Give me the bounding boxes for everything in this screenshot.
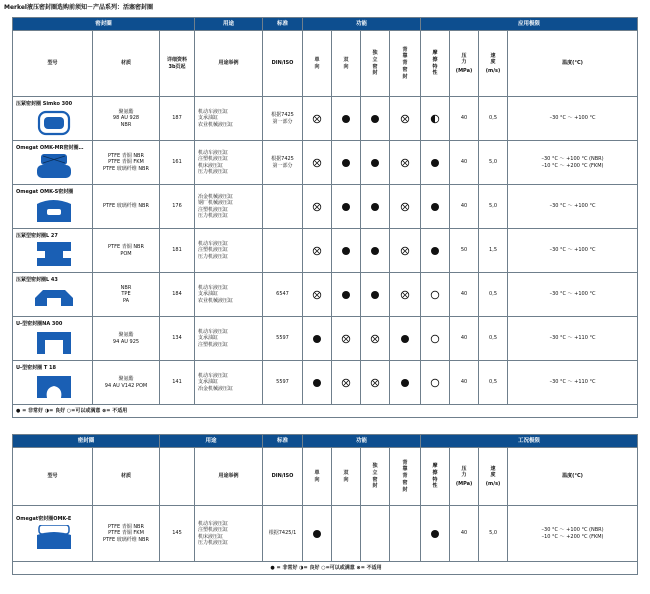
col-single: 单向	[314, 56, 320, 70]
independent-rating	[361, 97, 390, 141]
omegat-seal-table	[12, 434, 638, 575]
material-cell: PTFE 青铜 NBR PTFE 青铜 FKM PTFE 玻璃纤维 NBR	[93, 506, 160, 562]
seal-profile-l27	[33, 242, 75, 268]
pressure-cell: 40	[450, 141, 479, 185]
cross-circle-icon	[312, 246, 322, 256]
full-circle-icon	[370, 246, 380, 256]
material-cell: PTFE 青铜 NBR PTFE 青铜 FKM PTFE 玻璃纤维 NBR	[93, 141, 160, 185]
full-circle-icon	[370, 114, 380, 124]
col-temp: 温度(°C)	[508, 448, 638, 506]
model-name: Omegat密封圈OMK-E	[16, 515, 72, 522]
double-rating	[332, 229, 361, 273]
seal-profile-na300	[33, 330, 75, 356]
speed-cell: 5,0	[479, 185, 508, 229]
col-friction: 摩擦特性	[432, 463, 438, 490]
use-cell: 机动车液压缸 支承油缸 农业机械液压缸	[195, 273, 263, 317]
details-cell: 181	[160, 229, 195, 273]
material-cell: PTFE 青铜 NBR POM	[93, 229, 160, 273]
material-cell: NBR TPE PA	[93, 273, 160, 317]
back-to-back-rating	[390, 185, 421, 229]
col-speed-unit: (m/s)	[485, 68, 501, 75]
cross-circle-icon	[341, 334, 351, 344]
single-rating	[303, 273, 332, 317]
band-use: 用途	[160, 435, 263, 448]
table-row	[13, 273, 638, 317]
col-material: 材质	[93, 448, 160, 506]
independent-rating	[361, 141, 390, 185]
full-circle-icon	[370, 158, 380, 168]
model-name: Omegat OMK-MR密封圈…	[16, 144, 84, 151]
double-rating	[332, 361, 361, 405]
details-cell: 145	[160, 506, 195, 562]
model-cell	[13, 185, 93, 229]
col-model: 型号	[13, 31, 93, 97]
model-name: U-型密封圈NA 300	[16, 320, 63, 327]
model-name: 压紧型密封圈L 43	[16, 276, 58, 283]
band-seal: 密封圈	[13, 435, 160, 448]
full-circle-icon	[400, 334, 410, 344]
full-circle-icon	[370, 290, 380, 300]
band-standard: 标准	[263, 18, 303, 31]
seal-profile-omk-s	[33, 198, 75, 224]
model-cell	[13, 506, 93, 562]
col-model: 型号	[13, 448, 93, 506]
band-limits: 应用极限	[421, 18, 638, 31]
use-cell: 机动车液压缸 支承油缸 冶金机械液压缸	[195, 361, 263, 405]
temp-cell: –30 °C ～ +110 °C	[508, 317, 638, 361]
temp-cell: –30 °C ～ +100 °C (NBR) –10 °C ～ +200 °C (FKM)	[508, 141, 638, 185]
back-to-back-rating	[390, 361, 421, 405]
speed-cell: 1,5	[479, 229, 508, 273]
pressure-cell: 40	[450, 185, 479, 229]
full-circle-icon	[430, 158, 440, 168]
double-rating	[332, 97, 361, 141]
speed-cell: 0,5	[479, 273, 508, 317]
din-cell: 根据7425 第一部分	[263, 141, 303, 185]
model-cell	[13, 141, 93, 185]
use-cell: 机动车液压缸 支承油缸 农业机械液压缸	[195, 97, 263, 141]
col-din: DIN/ISO	[263, 448, 303, 506]
back-to-back-rating	[390, 506, 421, 562]
table-row	[13, 361, 638, 405]
model-cell	[13, 229, 93, 273]
col-material: 材质	[93, 31, 160, 97]
full-circle-icon	[400, 378, 410, 388]
seal-profile-t18	[33, 374, 75, 400]
col-use: 用途举例	[195, 31, 263, 97]
col-speed-unit: (m/s)	[485, 481, 501, 488]
use-cell: 机动车液压缸 注塑机液压缸 机床液压缸 压力机液压缸	[195, 141, 263, 185]
material-cell: 聚氨酯 94 AU 925	[93, 317, 160, 361]
temp-cell: –30 °C ～ +100 °C	[508, 273, 638, 317]
details-cell: 134	[160, 317, 195, 361]
din-cell: 5597	[263, 361, 303, 405]
table-row	[13, 97, 638, 141]
full-circle-icon	[312, 334, 322, 344]
col-friction: 摩擦特性	[432, 50, 438, 77]
single-rating	[303, 229, 332, 273]
details-cell: 184	[160, 273, 195, 317]
back-to-back-rating	[390, 273, 421, 317]
independent-rating	[361, 229, 390, 273]
model-cell	[13, 361, 93, 405]
col-pressure: 压力	[461, 465, 467, 479]
cross-circle-icon	[400, 114, 410, 124]
temp-cell: –30 °C ～ +100 °C	[508, 229, 638, 273]
use-cell: 冶金机械液压缸 钢厂机械液压缸 注塑机液压缸 压力机液压缸	[195, 185, 263, 229]
full-circle-icon	[341, 114, 351, 124]
full-circle-icon	[341, 290, 351, 300]
col-speed: 速度	[490, 52, 496, 66]
speed-cell: 0,5	[479, 317, 508, 361]
document-title: Merkel液压密封圈选购前须知－产品系列：活塞密封圈	[4, 4, 153, 11]
model-cell	[13, 97, 93, 141]
full-circle-icon	[370, 202, 380, 212]
single-rating	[303, 141, 332, 185]
double-rating	[332, 317, 361, 361]
double-rating	[332, 141, 361, 185]
pressure-cell: 40	[450, 506, 479, 562]
back-to-back-rating	[390, 97, 421, 141]
band-standard: 标准	[263, 435, 303, 448]
din-cell: 5597	[263, 317, 303, 361]
speed-cell: 0,5	[479, 361, 508, 405]
model-name: U-型密封圈 T 18	[16, 364, 56, 371]
friction-rating	[421, 141, 450, 185]
band-limits: 工况极限	[421, 435, 638, 448]
din-cell: 6547	[263, 273, 303, 317]
band-seal: 密封圈	[13, 18, 195, 31]
cross-circle-icon	[400, 202, 410, 212]
table-row	[13, 185, 638, 229]
details-cell: 161	[160, 141, 195, 185]
back-to-back-rating	[390, 317, 421, 361]
table-row	[13, 229, 638, 273]
full-circle-icon	[430, 202, 440, 212]
col-speed: 速度	[490, 465, 496, 479]
col-details: 详细资料	[160, 448, 195, 506]
col-pressure: 压力	[461, 52, 467, 66]
col-back-to-back: 背靠背密封	[402, 459, 408, 493]
cross-circle-icon	[312, 290, 322, 300]
pressure-cell: 40	[450, 273, 479, 317]
double-rating	[332, 273, 361, 317]
independent-rating	[361, 317, 390, 361]
speed-cell: 5,0	[479, 506, 508, 562]
seal-profile-omk-mr	[33, 154, 75, 180]
single-rating	[303, 185, 332, 229]
table-row	[13, 506, 638, 562]
cross-circle-icon	[341, 378, 351, 388]
single-rating	[303, 97, 332, 141]
use-cell: 机动车液压缸 注塑机液压缸 压力机液压缸	[195, 229, 263, 273]
material-cell: PTFE 玻璃纤维 NBR	[93, 185, 160, 229]
model-name: Omegat OMK-S密封圈	[16, 188, 74, 195]
full-circle-icon	[341, 202, 351, 212]
single-rating	[303, 317, 332, 361]
col-independent: 独立密封	[372, 463, 378, 490]
model-cell	[13, 273, 93, 317]
cross-circle-icon	[400, 158, 410, 168]
details-cell: 141	[160, 361, 195, 405]
seal-profile-omk-e	[33, 525, 75, 551]
seal-profile-simko	[33, 110, 75, 136]
double-rating	[332, 506, 361, 562]
friction-rating	[421, 273, 450, 317]
full-circle-icon	[312, 529, 322, 539]
friction-rating	[421, 229, 450, 273]
band-function: 功能	[303, 435, 421, 448]
col-din: DIN/ISO	[263, 31, 303, 97]
band-use: 用途	[195, 18, 263, 31]
legend: ● = 非常好 ◑= 良好 ○=可以或满意 ⊗= 不适用	[13, 562, 638, 575]
legend: ● = 非常好 ◑= 良好 ○=可以或满意 ⊗= 不适用	[13, 405, 638, 418]
friction-rating	[421, 506, 450, 562]
independent-rating	[361, 273, 390, 317]
din-cell	[263, 229, 303, 273]
col-details: 详细资料 3b页起	[160, 31, 195, 97]
material-cell: 聚氨酯 94 AU V142 POM	[93, 361, 160, 405]
temp-cell: –30 °C ～ +100 °C	[508, 185, 638, 229]
temp-cell: –30 °C ～ +100 °C	[508, 97, 638, 141]
col-pressure-unit: (MPa)	[455, 481, 473, 488]
col-double: 双向	[343, 469, 349, 483]
friction-rating	[421, 317, 450, 361]
back-to-back-rating	[390, 229, 421, 273]
cross-circle-icon	[370, 334, 380, 344]
din-cell	[263, 185, 303, 229]
col-use: 用途举例	[195, 448, 263, 506]
single-rating	[303, 361, 332, 405]
col-independent: 独立密封	[372, 50, 378, 77]
full-circle-icon	[430, 246, 440, 256]
seal-profile-l43	[33, 286, 75, 312]
col-pressure-unit: (MPa)	[455, 68, 473, 75]
open-circle-icon	[430, 334, 440, 344]
pressure-cell: 40	[450, 361, 479, 405]
pressure-cell: 40	[450, 317, 479, 361]
full-circle-icon	[341, 246, 351, 256]
pressure-cell: 40	[450, 97, 479, 141]
back-to-back-rating	[390, 141, 421, 185]
table-row	[13, 141, 638, 185]
independent-rating	[361, 185, 390, 229]
use-cell: 机动车液压缸 注塑机液压缸 机床液压缸 压力机液压缸	[195, 506, 263, 562]
piston-seal-table	[12, 17, 638, 418]
independent-rating	[361, 361, 390, 405]
model-name: 压紧型密封圈L 27	[16, 232, 58, 239]
din-cell: 根据7425 第一部分	[263, 97, 303, 141]
model-cell	[13, 317, 93, 361]
cross-circle-icon	[400, 290, 410, 300]
friction-rating	[421, 361, 450, 405]
cross-circle-icon	[400, 246, 410, 256]
independent-rating	[361, 506, 390, 562]
details-cell: 176	[160, 185, 195, 229]
details-cell: 187	[160, 97, 195, 141]
speed-cell: 0,5	[479, 97, 508, 141]
cross-circle-icon	[370, 378, 380, 388]
col-single: 单向	[314, 469, 320, 483]
col-double: 双向	[343, 56, 349, 70]
full-circle-icon	[341, 158, 351, 168]
material-cell: 聚氨酯 98 AU 928 NBR	[93, 97, 160, 141]
open-circle-icon	[430, 290, 440, 300]
temp-cell: –30 °C ～ +100 °C (NBR) –10 °C ～ +200 °C (FKM)	[508, 506, 638, 562]
band-function: 功能	[303, 18, 421, 31]
double-rating	[332, 185, 361, 229]
full-circle-icon	[430, 529, 440, 539]
full-circle-icon	[312, 378, 322, 388]
model-name: 压紧密封圈 Simko 300	[16, 100, 73, 107]
single-rating	[303, 506, 332, 562]
col-back-to-back: 背靠背密封	[402, 46, 408, 80]
pressure-cell: 50	[450, 229, 479, 273]
half-circle-icon	[430, 114, 440, 124]
open-circle-icon	[430, 378, 440, 388]
friction-rating	[421, 185, 450, 229]
use-cell: 机动车液压缸 支承油缸 注塑机液压缸	[195, 317, 263, 361]
din-cell: 根据7425/1	[263, 506, 303, 562]
cross-circle-icon	[312, 202, 322, 212]
cross-circle-icon	[312, 158, 322, 168]
temp-cell: –30 °C ～ +110 °C	[508, 361, 638, 405]
speed-cell: 5,0	[479, 141, 508, 185]
cross-circle-icon	[312, 114, 322, 124]
friction-rating	[421, 97, 450, 141]
table-row	[13, 317, 638, 361]
col-temp: 温度(°C)	[508, 31, 638, 97]
